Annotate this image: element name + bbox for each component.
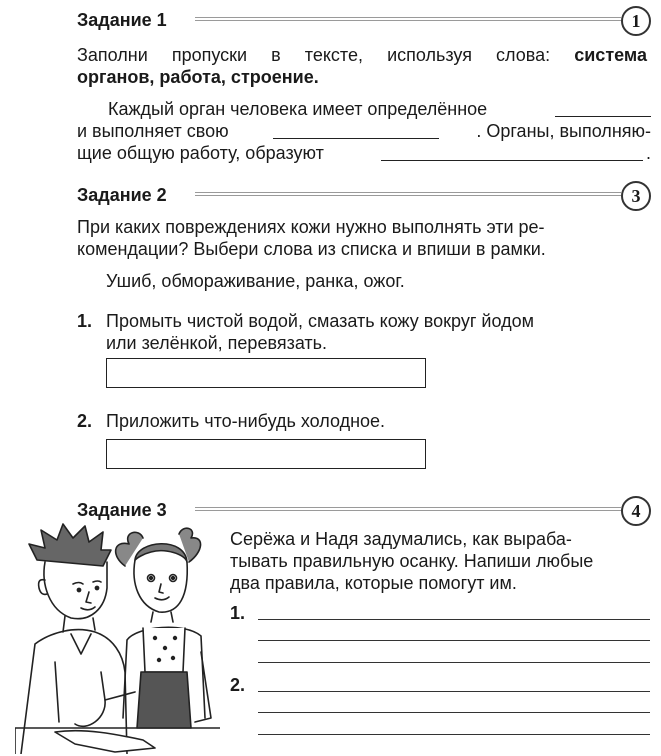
task1-points-badge: 1 — [621, 6, 651, 36]
task3-rule2-line3[interactable] — [258, 734, 650, 735]
task1-instruction-prefix: Заполни пропуски в тексте, используя слова: — [77, 45, 551, 65]
task2-header: Задание 2 — [77, 185, 167, 205]
task3-text-line3: два правила, которые помогут им. — [230, 573, 517, 593]
task1-blank-structure[interactable] — [555, 116, 651, 117]
task3-header: Задание 3 — [77, 500, 167, 520]
task1-header-rule — [195, 17, 621, 21]
task1-sentence-line2a: и выполняет свою — [77, 121, 229, 141]
boy-face — [44, 562, 107, 619]
task3-text-line2: тывать правильную осанку. Напиши любые — [230, 551, 594, 571]
task2-word-list: Ушиб, обмораживание, ранка, ожог. — [106, 271, 405, 291]
task2-item1-text-line1: Промыть чистой водой, смазать кожу вокруг йодом — [106, 311, 534, 331]
task2-item1-answer-box[interactable] — [106, 358, 426, 388]
task3-rule1-line3[interactable] — [258, 662, 650, 663]
task3-rule2-line2[interactable] — [258, 712, 650, 713]
task1-sentence-line3b: . — [646, 143, 652, 163]
children-illustration — [15, 522, 220, 754]
task3-rule1-line1[interactable] — [258, 619, 650, 620]
task2-item1-number: 1. — [77, 311, 93, 331]
task3-points-badge: 4 — [621, 496, 651, 526]
task2-question-line2: комендации? Выбери слова из списка и впиши в рамки. — [77, 239, 546, 259]
boy-hair — [29, 524, 111, 566]
task3-rule1-label: 1. — [230, 603, 246, 623]
task2-header-rule — [195, 192, 621, 196]
task2-question-line1: При каких повреждениях кожи нужно выполнять эти ре- — [77, 217, 545, 237]
task3-header-rule — [195, 507, 621, 511]
task3-rule2-line1[interactable] — [258, 691, 650, 692]
task2-item2-number: 2. — [77, 411, 93, 431]
task2-points-badge: 3 — [621, 181, 651, 211]
task1-blank-organ-system[interactable] — [381, 160, 643, 161]
task1-sentence-line3a: щие общую работу, образуют — [77, 143, 324, 163]
task1-instruction — [77, 44, 647, 66]
task1-words-part1: система — [574, 45, 647, 65]
task2-item1-text-line2: или зелёнкой, перевязать. — [106, 333, 328, 353]
task3-text-line1: Серёжа и Надя задумались, как выраба- — [230, 529, 572, 549]
task1-blank-work[interactable] — [273, 138, 439, 139]
task1-sentence-line2b: . Органы, выполняю- — [476, 121, 651, 141]
task1-words-part2: органов, работа, строение. — [77, 67, 319, 87]
task1-header: Задание 1 — [77, 10, 167, 30]
task3-rule2-label: 2. — [230, 675, 246, 695]
task1-sentence-line1: Каждый орган человека имеет определённое — [108, 99, 488, 119]
task2-item2-answer-box[interactable] — [106, 439, 426, 469]
task3-rule1-line2[interactable] — [258, 640, 650, 641]
task2-item2-text-line1: Приложить что-нибудь холодное. — [106, 411, 386, 431]
